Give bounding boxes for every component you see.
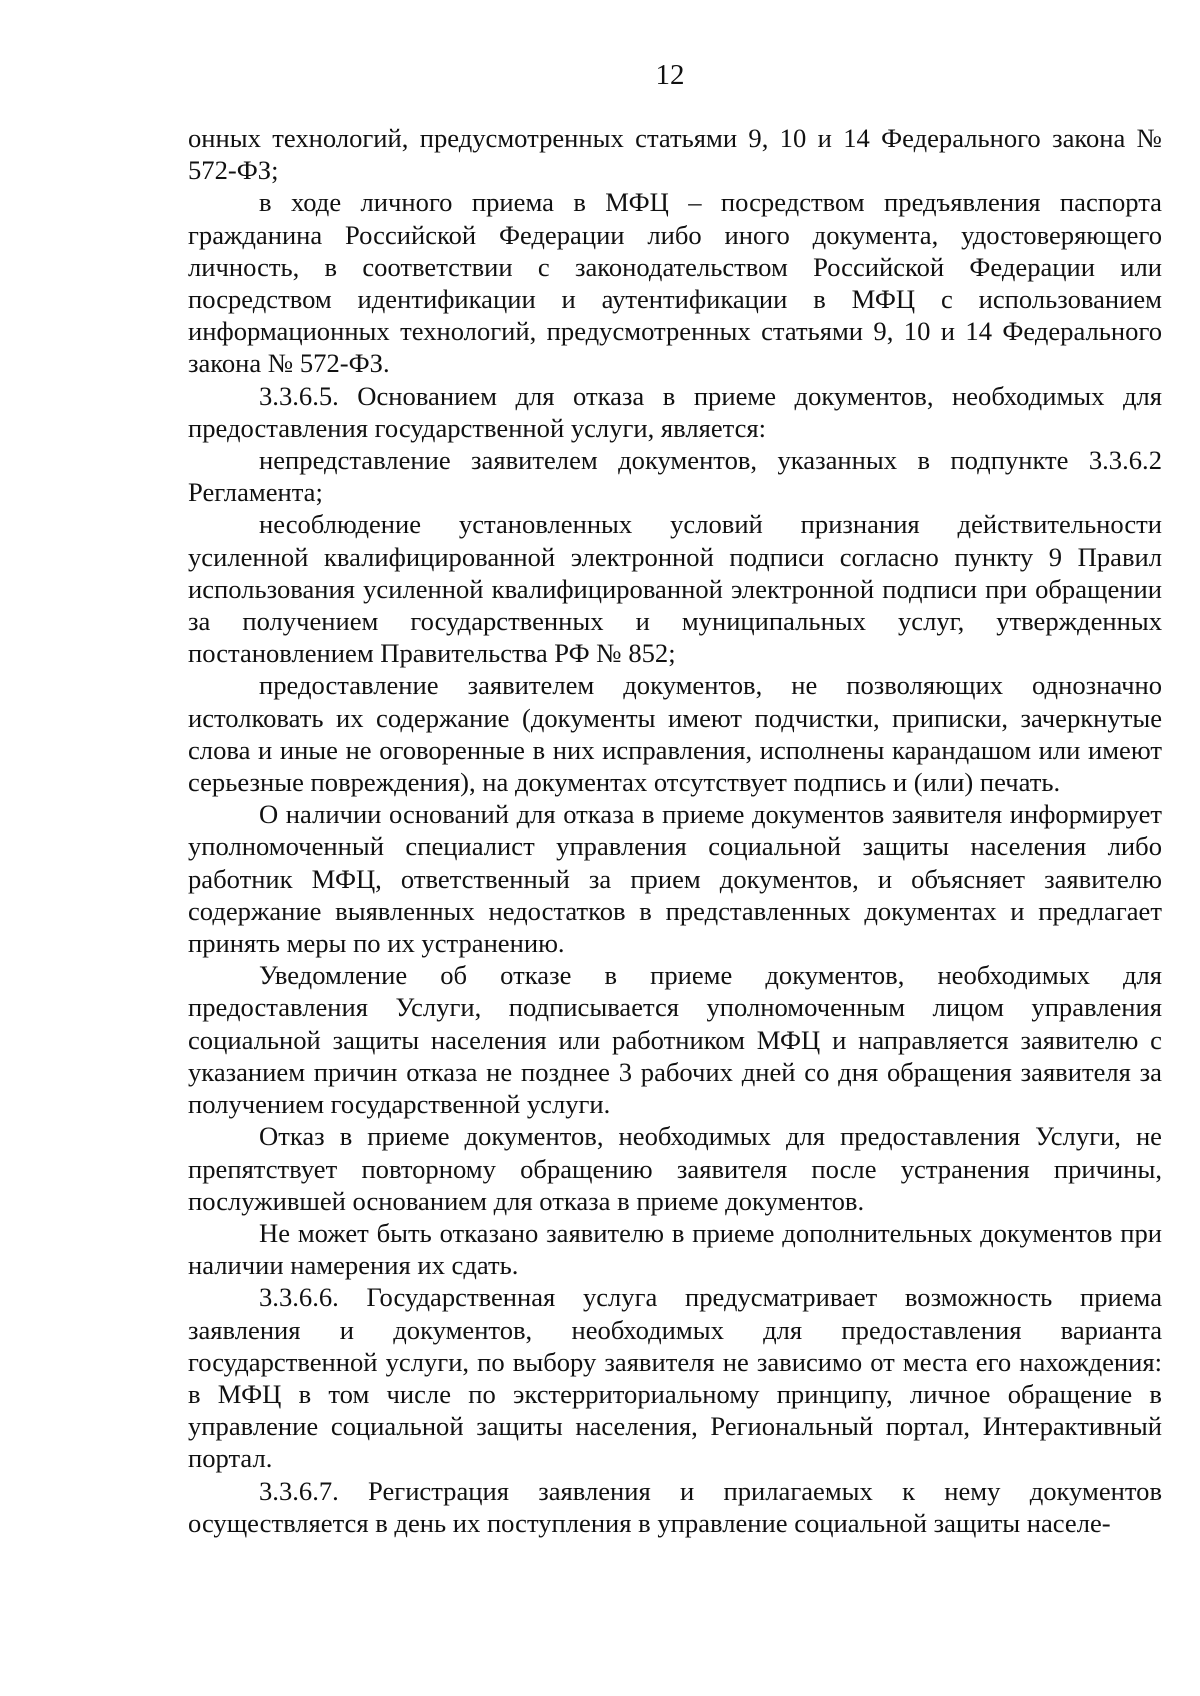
paragraph-repeat-application: Отказ в приеме документов, необходимых для предоставления Услуги, не препятствует повторному обращению заявителя после устранения причины, послужившей основанием для отказа в приеме документов. (188, 1121, 1162, 1216)
paragraph-ambiguous-documents: предоставление заявителем документов, не позволяющих однозначно истолковать их содержание (документы имеют подчистки, приписки, зачеркнутые слова и иные не оговоренные в них исправления, исполнены карандашом или имеют серьезные повреждения), на документах отсутствует подпись и (или) печать. (188, 670, 1162, 798)
page-number: 12 (655, 59, 685, 91)
paragraph-refusal-notice: Уведомление об отказе в приеме документов, необходимых для предоставления Услуги, подписывается уполномоченным лицом управления социальной защиты населения или работником МФЦ и направляется заявителю с указанием причин отказа не позднее 3 рабочих дней со дня обращения заявителя за получением государственной услуги. (188, 960, 1162, 1120)
paragraph-refusal-informing: О наличии оснований для отказа в приеме документов заявителя информирует уполномоченный специалист управления социальной защиты населения либо работник МФЦ, ответственный за прием документов, и объясняет заявителю содержание выявленных недостатков в представленных документах и предлагает принять меры по их устранению. (188, 799, 1162, 959)
paragraph-signature-conditions: несоблюдение установленных условий признания действительности усиленной квалифицированной электронной подписи согласно пункту 9 Правил использования усиленной квалифицированной электронной подписи при обращении за получением государственных и муниципальных услуг, утвержденных постановлением Правительства РФ № 852; (188, 509, 1162, 669)
body-text (188, 122, 1162, 1539)
paragraph-personal-reception: в ходе личного приема в МФЦ – посредством предъявления паспорта гражданина Российской Федерации либо иного документа, удостоверяющего личность, в соответствии с законодательством Российской Федерации или посредством идентификации и аутентификации в МФЦ с использованием информационных технологий, предусмотренных статьями 9, 10 и 14 Федерального закона № 572-ФЗ. (188, 187, 1162, 379)
paragraph-3-3-6-7: 3.3.6.7. Регистрация заявления и прилагаемых к нему документов осуществляется в день их поступления в управление социальной защиты населе- (188, 1475, 1162, 1538)
paragraph-non-submission: непредставление заявителем документов, указанных в подпункте 3.3.6.2 Регламента; (188, 445, 1162, 508)
paragraph-continuation: онных технологий, предусмотренных статьями 9, 10 и 14 Федерального закона № 572-ФЗ; (188, 123, 1162, 186)
paragraph-additional-documents: Не может быть отказано заявителю в приеме дополнительных документов при наличии намерения их сдать. (188, 1217, 1162, 1281)
paragraph-3-3-6-6: 3.3.6.6. Государственная услуга предусматривает возможность приема заявления и документов, необходимых для предоставления варианта государственной услуги, по выбору заявителя не зависимо от места его нахождения: в МФЦ в том числе по экстерриториальному принципу, личное обращение в управление социальной защиты населения, Региональный портал, Интерактивный портал. (188, 1282, 1162, 1474)
paragraph-3-3-6-5: 3.3.6.5. Основанием для отказа в приеме документов, необходимых для предоставления государственной услуги, является: (188, 380, 1162, 443)
